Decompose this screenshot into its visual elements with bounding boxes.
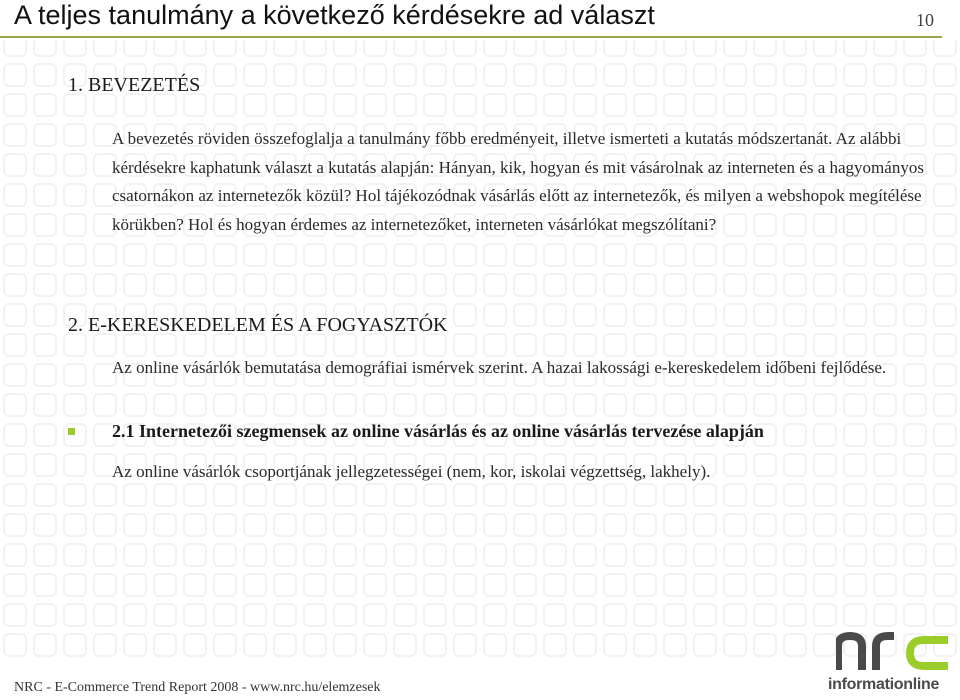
section-2-1-text: Az online vásárlók csoportjának jellegzetességei (nem, kor, iskolai végzettség, lakhely).: [112, 462, 711, 481]
logo-tagline: informationline: [828, 676, 940, 693]
section-2-1-heading: 2.1 Internetezői szegmensek az online vásárlás és az online vásárlás tervezése alapján: [112, 421, 764, 441]
bullet-square-icon: [68, 428, 75, 435]
section-2-text: Az online vásárlók bemutatása demográfiai ismérvek szerint. A hazai lakossági e-kereskedelem időbeni fejlődése.: [112, 358, 887, 377]
nrc-logo-mark-icon: [836, 632, 954, 672]
page-title: A teljes tanulmány a következő kérdésekre ad választ: [14, 0, 655, 30]
section-1-heading: 1. BEVEZETÉS: [68, 74, 201, 96]
nrc-logo: [826, 632, 956, 700]
section-1-text: A bevezetés röviden összefoglalja a tanulmány főbb eredményeit, illetve ismerteti a kutatás módszertanát. Az alábbi kérdésekre kaphatunk választ a kutatás alapján: Hányan, kik, hogyan és mit vásárolnak az interneten és a hagyományos csatornákon az internetezők közül? Hol tájékozódnak vásárlás előtt az internetezők, és milyen a webshopok megítélése körükben? Hol és hogyan érdemes az internetezőket, interneten vásárlókat megszólítani?: [112, 129, 924, 234]
section-2-heading: 2. E-KERESKEDELEM ÉS A FOGYASZTÓK: [68, 314, 448, 336]
title-underline: [0, 36, 942, 38]
footer-text: NRC - E-Commerce Trend Report 2008 - www.nrc.hu/elemzesek: [14, 680, 381, 695]
page-number: 10: [916, 10, 934, 30]
